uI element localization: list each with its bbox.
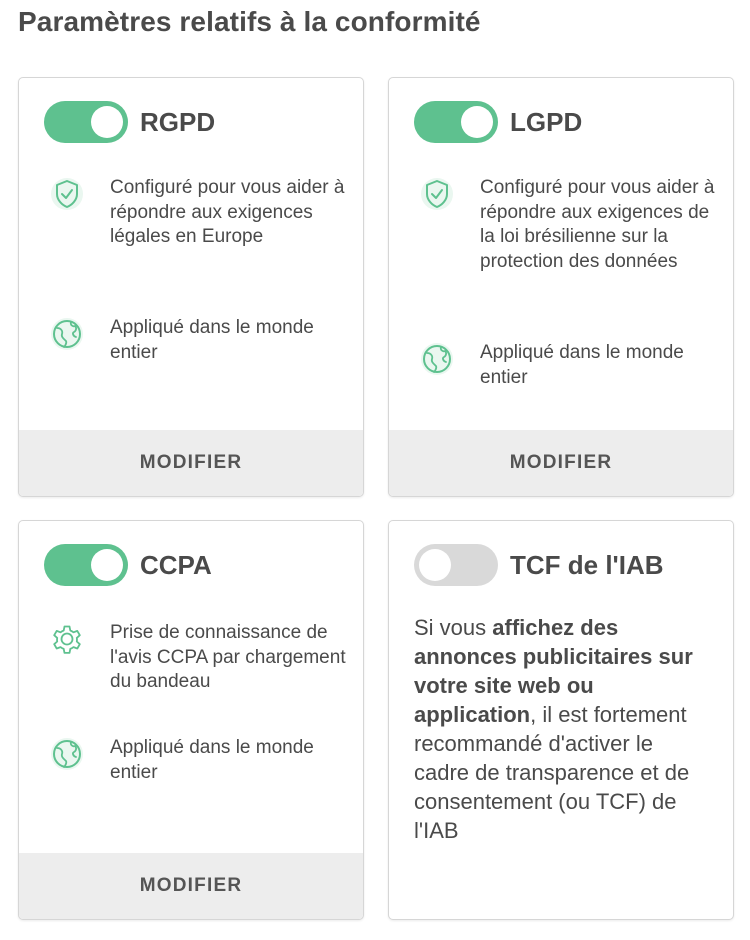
- card-title: LGPD: [510, 106, 583, 137]
- feature-item: [49, 316, 350, 365]
- globe-icon: [49, 316, 85, 352]
- lgpd-modify-button[interactable]: MODIFIER: [389, 430, 733, 496]
- feature-item: [419, 176, 720, 274]
- toggle-knob: [419, 549, 451, 581]
- feature-item: [49, 176, 350, 250]
- card-title: TCF de l'IAB: [510, 549, 664, 580]
- shield-check-icon: [49, 176, 85, 212]
- gear-icon: [49, 621, 85, 657]
- feature-text: Configuré pour vous aider à répondre aux exigences de la loi brésilienne sur la protection des données: [480, 177, 715, 272]
- card-header: [414, 101, 582, 143]
- toggle-knob: [91, 106, 123, 138]
- lgpd-card: [388, 77, 734, 497]
- feature-text: Appliqué dans le monde entier: [480, 342, 684, 388]
- card-header: [44, 101, 215, 143]
- ccpa-modify-button[interactable]: MODIFIER: [19, 853, 363, 919]
- ccpa-toggle[interactable]: [44, 544, 128, 586]
- feature-text: Prise de connaissance de l'avis CCPA par chargement du bandeau: [110, 622, 346, 692]
- card-header: [44, 544, 212, 586]
- rgpd-toggle[interactable]: [44, 101, 128, 143]
- tcf-text-part: Si vous: [414, 615, 493, 640]
- toggle-knob: [461, 106, 493, 138]
- tcf-text-part: , il est fortement recommandé d'activer le cadre de transparence et de consentement (ou TCF) de l'IAB: [414, 702, 690, 843]
- ccpa-card: [18, 520, 364, 920]
- tcf-description: [414, 613, 714, 845]
- feature-text: Configuré pour vous aider à répondre aux exigences légales en Europe: [110, 177, 345, 247]
- page-title: Paramètres relatifs à la conformité: [18, 6, 481, 37]
- card-header: [414, 544, 664, 586]
- card-title: CCPA: [140, 549, 212, 580]
- tcf-text-bold: affichez des annonces publicitaires sur votre site web ou application: [414, 615, 693, 727]
- feature-text: Appliqué dans le monde entier: [110, 737, 314, 783]
- feature-item: [419, 341, 720, 390]
- tcf-toggle[interactable]: [414, 544, 498, 586]
- rgpd-card: [18, 77, 364, 497]
- feature-item: [49, 621, 350, 695]
- rgpd-modify-button[interactable]: MODIFIER: [19, 430, 363, 496]
- globe-icon: [419, 341, 455, 377]
- feature-item: [49, 736, 350, 785]
- toggle-knob: [91, 549, 123, 581]
- lgpd-toggle[interactable]: [414, 101, 498, 143]
- globe-icon: [49, 736, 85, 772]
- card-title: RGPD: [140, 106, 216, 137]
- feature-text: Appliqué dans le monde entier: [110, 317, 314, 363]
- tcf-card: [388, 520, 734, 920]
- shield-check-icon: [419, 176, 455, 212]
